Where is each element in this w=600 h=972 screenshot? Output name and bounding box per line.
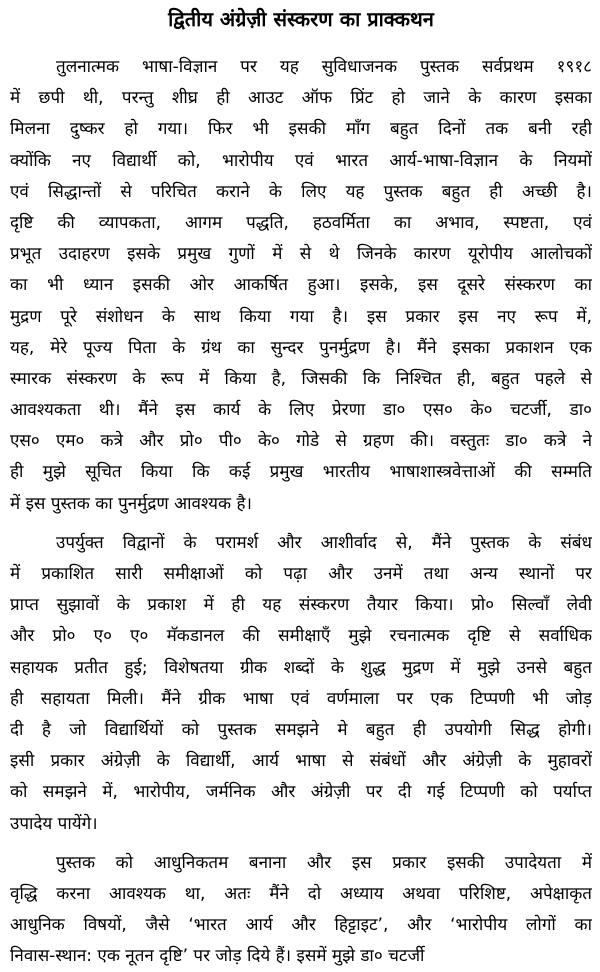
text-line: तुलनात्मक भाषा-विज्ञान पर यह सुविधाजनक पुस्तक सर्वप्रथम १९१८ [56,57,592,77]
page-title: द्वितीय अंग्रेज़ी संस्करण का प्राक्कथन [168,7,434,31]
preface-body [10,52,592,972]
text-line: मिलना दुष्कर हो गया। फिर भी इसकी माँग बहुत दिनों तक बनी रही [10,119,592,140]
paragraph [10,528,592,840]
text-line: दृष्टि की व्यापकता, आगम पद्धति, हठवर्मिता का अभाव, स्पष्टता, एवं [10,212,592,233]
text-line: क्योंकि नए विद्यार्थी को, भारोपीय एवं भारत आर्य-भाषा-विज्ञान के नियमों [10,150,592,171]
text-line: सहायक प्रतीत हुई; विशेषतया ग्रीक शब्दों के शुद्ध मुद्रण में मुझे उनसे बहुत [10,657,592,678]
text-line: का भी ध्यान इसकी ओर आकर्षित हुआ। इसके, इस दूसरे संस्करण का [10,275,592,296]
text-line: में छपी थी, परन्तु शीघ्र ही आउट ऑफ प्रिंट हो जाने के कारण इसका [10,88,592,109]
text-line: को समझने में, भारोपीय, जर्मनिक और अंग्रेज़ी पर दी गई टिप्पणी को पर्याप्त [10,782,592,803]
text-line: एवं सिद्धान्तों से परिचित कराने के लिए यह पुस्तक बहुत ही अच्छी है। [10,181,592,202]
text-line: ही सहायता मिली। मैंने ग्रीक भाषा एवं वर्णमाला पर एक टिप्पणी भी जोड़ [10,688,592,709]
text-line: प्रभूत उदाहरण इसके प्रमुख गुणों में से थे जिनके कारण यूरोपीय आलोचकों [10,244,592,265]
text-line: वृद्धि करना आवश्यक था, अतः मैंने दो अध्याय अथवा परिशिष्ट, अपेक्षाकृत [10,883,592,904]
text-line: इसी प्रकार अंग्रेज़ी के विद्यार्थी, आर्य भाषा से संबंधों और अंग्रेज़ी के मुहावरों [10,751,592,772]
text-line: आवश्यकता थी। मैंने इस कार्य के लिए प्रेरणा डा० एस० के० चटर्जी, डा० [10,400,592,421]
paragraph [10,52,592,520]
text-line: उपादेय पायेंगे। [10,813,98,834]
text-line: ही मुझे सूचित किया कि कई प्रमुख भारतीय भाषाशास्त्रवेत्ताओं की सम्मति [10,462,592,483]
text-line: एस० एम० कत्रे और प्रो० पी० के० गोडे से ग्रहण की। वस्तुतः डा० कत्रे ने [10,431,592,452]
text-line: यह, मेरे पूज्य पिता के ग्रंथ का सुन्दर पुनर्मुद्रण है। मैंने इसका प्रकाशन एक [10,337,592,358]
text-line: और प्रो० ए० ए० मॅकडानल की समीक्षाएँ मुझे रचनात्मक दृष्टि से सर्वाधिक [10,626,592,647]
text-line: दी है जो विद्यार्थियों को पुस्तक समझने मे बहुत ही उपयोगी सिद्ध होगी। [10,719,592,740]
text-line: में प्रकाशित सारी समीक्षाओं को पढ़ा और उनमें तथा अन्य स्थानों पर [10,564,592,584]
paragraph [10,848,592,972]
text-line: प्राप्त सुझावों के प्रकाश में ही यह संस्करण तैयार किया। प्रो० सिल्वाँ लेवी [10,595,592,616]
text-line: मुद्रण पूरे संशोधन के साथ किया गया है। इस प्रकार इस नए रूप में, [10,306,592,327]
text-line: आधुनिक विषयों, जैसे ‘भारत आर्य और हिट्टाइट’, और ‘भारोपीय लोगों का [10,915,592,936]
paragraph-gap [10,840,592,848]
text-line: में इस पुस्तक का पुनर्मुद्रण आवश्यक है। [10,493,252,514]
text-line: उपर्युक्त विद्वानों के परामर्श और आशीर्वाद से, मैंने पुस्तक के संबंध [56,532,592,553]
paragraph-gap [10,520,592,528]
text-line: स्मारक संस्करण के रूप में किया है, जिसकी कि निश्चित ही, बहुत पहले से [10,368,592,389]
text-line: निवास-स्थान: एक नूतन दृष्टि’ पर जोड़ दिये हैं। इसमें मुझे डा० चटर्जी [10,946,425,967]
text-line: पुस्तक को आधुनिकतम बनाना और इस प्रकार इसकी उपादेयता में [56,852,592,873]
